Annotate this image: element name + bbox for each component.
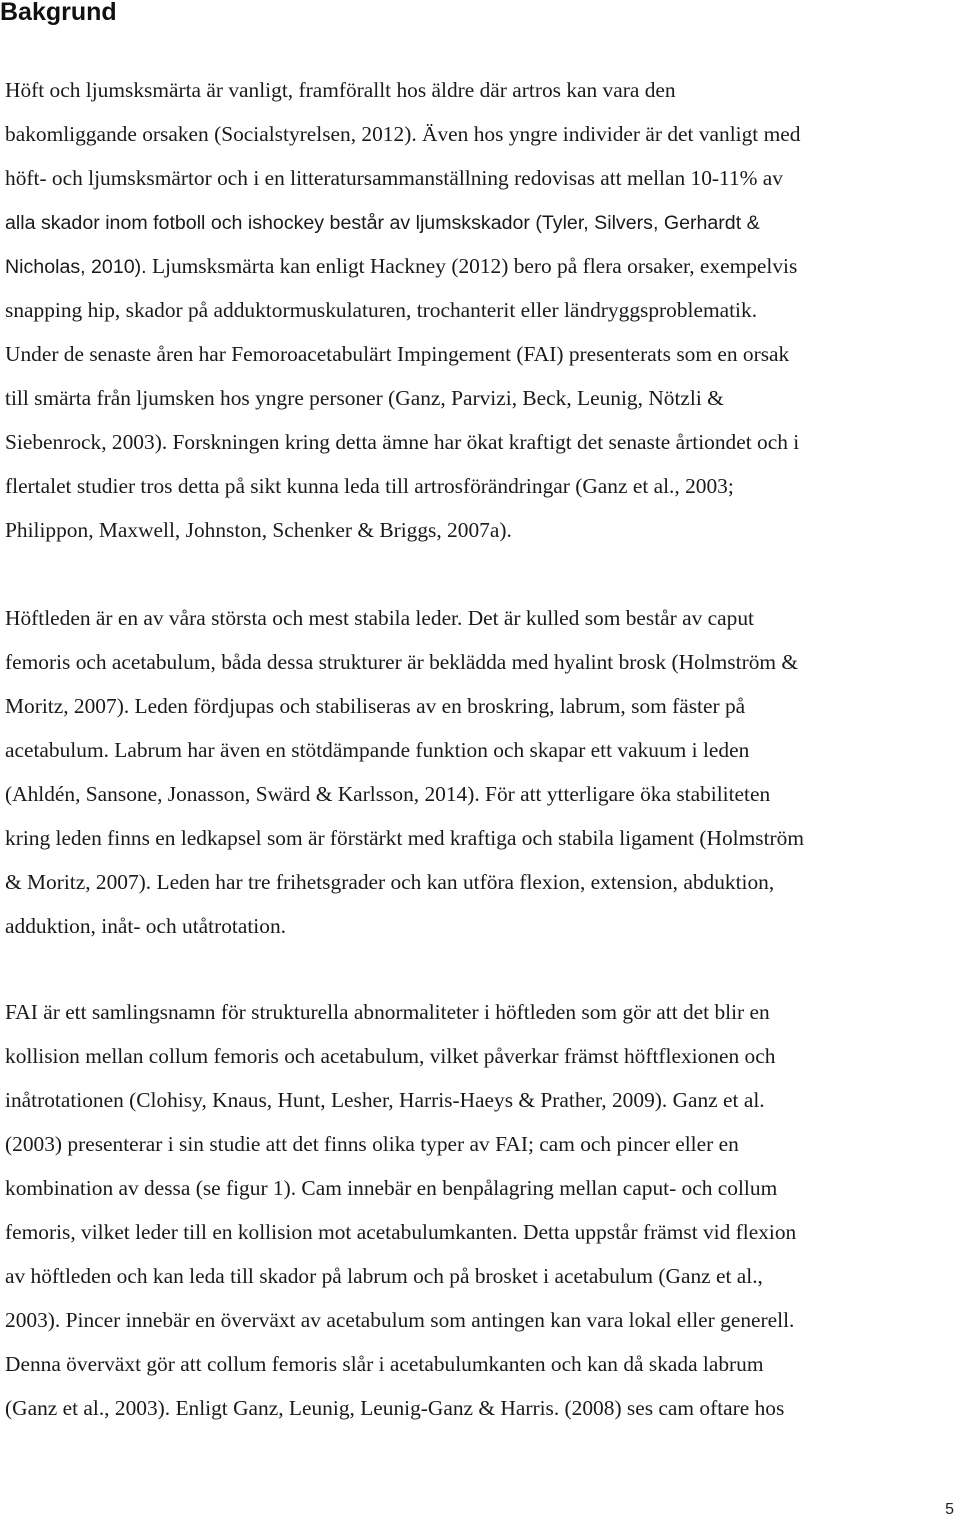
section-heading: Bakgrund bbox=[0, 0, 117, 26]
text-line bbox=[5, 772, 960, 816]
text-segment: (Ahldén, Sansone, Jonasson, Swärd & Karlsson, 2014). För att ytterligare öka stabiliteten bbox=[5, 782, 771, 806]
text-line bbox=[5, 684, 960, 728]
text-line bbox=[5, 1034, 960, 1078]
text-line bbox=[5, 860, 960, 904]
text-segment: alla skador inom fotboll och ishockey består av ljumskskador (Tyler, Silvers, Gerhardt & bbox=[5, 212, 760, 234]
text-line bbox=[5, 1210, 960, 1254]
text-segment: Siebenrock, 2003). Forskningen kring detta ämne har ökat kraftigt det senaste årtiondet och i bbox=[5, 430, 800, 454]
text-line bbox=[5, 990, 960, 1034]
text-segment: Under de senaste åren har Femoroacetabulärt Impingement (FAI) presenterats som en orsak bbox=[5, 342, 790, 366]
text-line bbox=[5, 244, 960, 288]
text-line bbox=[5, 288, 960, 332]
text-segment: Höftleden är en av våra största och mest stabila leder. Det är kulled som består av caput bbox=[5, 606, 754, 630]
text-line bbox=[5, 904, 960, 948]
text-segment: kollision mellan collum femoris och acetabulum, vilket påverkar främst höftflexionen och bbox=[5, 1044, 776, 1068]
text-line bbox=[5, 1122, 960, 1166]
text-line bbox=[5, 1254, 960, 1298]
text-line bbox=[5, 376, 960, 420]
page-number: 5 bbox=[945, 1501, 954, 1518]
text-line bbox=[5, 1342, 960, 1386]
text-segment: Höft och ljumsksmärta är vanligt, framförallt hos äldre där artros kan vara den bbox=[5, 78, 676, 102]
text-line bbox=[5, 816, 960, 860]
text-segment: acetabulum. Labrum har även en stötdämpande funktion och skapar ett vakuum i leden bbox=[5, 738, 750, 762]
text-segment: adduktion, inåt- och utåtrotation. bbox=[5, 914, 286, 938]
text-segment: femoris och acetabulum, båda dessa strukturer är beklädda med hyalint brosk (Holmström & bbox=[5, 650, 799, 674]
text-segment: 2003). Pincer innebär en överväxt av acetabulum som antingen kan vara lokal eller generell. bbox=[5, 1308, 795, 1332]
text-line bbox=[5, 420, 960, 464]
paragraph-1 bbox=[5, 68, 960, 552]
text-line bbox=[5, 156, 960, 200]
text-segment: Ljumsksmärta kan enligt Hackney (2012) bero på flera orsaker, exempelvis bbox=[146, 254, 798, 278]
text-segment: femoris, vilket leder till en kollision mot acetabulumkanten. Detta uppstår främst vid flexion bbox=[5, 1220, 797, 1244]
text-segment: flertalet studier tros detta på sikt kunna leda till artrosförändringar (Ganz et al., 2003; bbox=[5, 474, 734, 498]
text-line bbox=[5, 1386, 960, 1430]
text-segment: (2003) presenterar i sin studie att det finns olika typer av FAI; cam och pincer eller en bbox=[5, 1132, 739, 1156]
paragraph-3 bbox=[5, 990, 960, 1430]
text-line bbox=[5, 508, 960, 552]
text-line bbox=[5, 728, 960, 772]
text-segment: Denna överväxt gör att collum femoris slår i acetabulumkanten och kan då skada labrum bbox=[5, 1352, 764, 1376]
text-segment: (Ganz et al., 2003). Enligt Ganz, Leunig, Leunig-Ganz & Harris. (2008) ses cam oftare hos bbox=[5, 1396, 785, 1420]
text-line bbox=[5, 1298, 960, 1342]
text-line bbox=[5, 596, 960, 640]
text-segment: till smärta från ljumsken hos yngre personer (Ganz, Parvizi, Beck, Leunig, Nötzli & bbox=[5, 386, 724, 410]
text-line bbox=[5, 464, 960, 508]
text-line bbox=[5, 1166, 960, 1210]
text-segment: höft- och ljumsksmärtor och i en litteratursammanställning redovisas att mellan 10-11% av bbox=[5, 166, 783, 190]
text-line bbox=[5, 68, 960, 112]
text-segment: av höftleden och kan leda till skador på labrum och på brosket i acetabulum (Ganz et al., bbox=[5, 1264, 763, 1288]
text-segment: FAI är ett samlingsnamn för strukturella abnormaliteter i höftleden som gör att det blir en bbox=[5, 1000, 770, 1024]
text-segment: & Moritz, 2007). Leden har tre frihetsgrader och kan utföra flexion, extension, abduktion, bbox=[5, 870, 775, 894]
text-line bbox=[5, 332, 960, 376]
text-line bbox=[5, 112, 960, 156]
text-line bbox=[5, 200, 960, 244]
text-segment: kombination av dessa (se figur 1). Cam innebär en benpålagring mellan caput- och collum bbox=[5, 1176, 778, 1200]
text-segment: kring leden finns en ledkapsel som är förstärkt med kraftiga och stabila ligament (Holmström bbox=[5, 826, 804, 850]
text-segment: snapping hip, skador på adduktormuskulaturen, trochanterit eller ländryggsproblematik. bbox=[5, 298, 758, 322]
text-segment: bakomliggande orsaken (Socialstyrelsen, 2012). Även hos yngre individer är det vanligt med bbox=[5, 122, 801, 146]
text-segment: inåtrotationen (Clohisy, Knaus, Hunt, Lesher, Harris-Haeys & Prather, 2009). Ganz et al. bbox=[5, 1088, 765, 1112]
text-line bbox=[5, 640, 960, 684]
text-line bbox=[5, 1078, 960, 1122]
text-segment: Moritz, 2007). Leden fördjupas och stabiliseras av en broskring, labrum, som fäster på bbox=[5, 694, 746, 718]
paragraph-2 bbox=[5, 596, 960, 948]
text-segment: Philippon, Maxwell, Johnston, Schenker & Briggs, 2007a). bbox=[5, 518, 512, 542]
text-segment: Nicholas, 2010). bbox=[5, 256, 147, 278]
